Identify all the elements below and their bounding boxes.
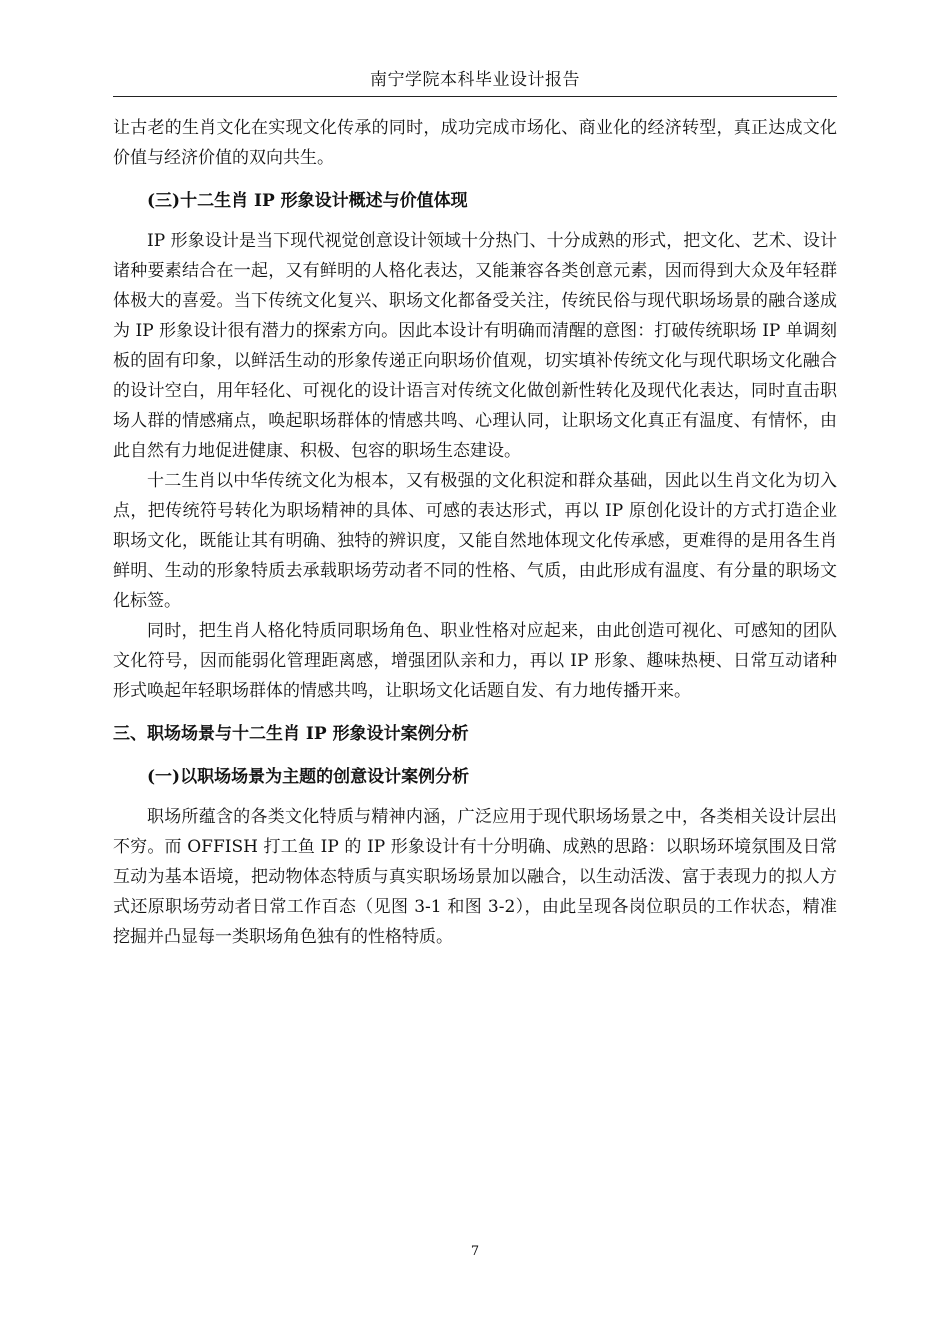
header-rule: [113, 96, 837, 97]
section-heading-1: (一)以职场场景为主题的创意设计案例分析: [147, 767, 470, 787]
paragraph-offish-case: 职场所蕴含的各类文化特质与精神内涵，广泛应用于现代职场场景之中，各类相关设计层出不穷。而 OFFISH 打工鱼 IP 的 IP 形象设计有十分明确、成熟的思路：以职场环境氛围及日常互动为基本语境，把动物体态特质与真实职场场景加以融合，以生动活泼、富于表现力的拟人方式还原职场劳动者日常工作百态（见图 3-1 和图 3-2），由此呈现各岗位职员的工作状态，精准挖掘并凸显每一类职场角色独有的性格特质。: [113, 807, 837, 947]
page-number: 7: [470, 1244, 480, 1259]
section-heading-3-3: (三)十二生肖 IP 形象设计概述与价值体现: [147, 191, 468, 211]
body-text: [113, 113, 837, 952]
running-header: 南宁学院本科毕业设计报告: [370, 70, 580, 90]
chapter-heading-3: 三、职场场景与十二生肖 IP 形象设计案例分析: [113, 724, 469, 744]
paragraph-ip-design-overview: IP 形象设计是当下现代视觉创意设计领域十分热门、十分成熟的形式，把文化、艺术、设计诸种要素结合在一起，又有鲜明的人格化表达，又能兼容各类创意元素，因而得到大众及年轻群体极大的喜爱。当下传统文化复兴、职场文化都备受关注，传统民俗与现代职场场景的融合遂成为 IP 形象设计很有潜力的探索方向。因此本设计有明确而清醒的意图：打破传统职场 IP 单调刻板的固有印象，以鲜活生动的形象传递正向职场价值观，切实填补传统文化与现代职场文化融合的设计空白，用年轻化、可视化的设计语言对传统文化做创新性转化及现代化表达，同时直击职场人群的情感痛点，唤起职场群体的情感共鸣、心理认同，让职场文化真正有温度、有情怀，由此自然有力地促进健康、积极、包容的职场生态建设。: [113, 231, 837, 461]
paragraph-zodiac-culture: 十二生肖以中华传统文化为根本，又有极强的文化积淀和群众基础，因此以生肖文化为切入点，把传统符号转化为职场精神的具体、可感的表达形式，再以 IP 原创化设计的方式打造企业职场文化，既能让其有明确、独特的辨识度，又能自然地体现文化传承感，更难得的是用各生肖鲜明、生动的形象特质去承载职场劳动者不同的性格、气质，由此形成有温度、有分量的职场文化标签。: [113, 471, 837, 611]
paragraph-continued: 让古老的生肖文化在实现文化传承的同时，成功完成市场化、商业化的经济转型，真正达成文化价值与经济价值的双向共生。: [113, 118, 837, 168]
paragraph-personification: 同时，把生肖人格化特质同职场角色、职业性格对应起来，由此创造可视化、可感知的团队文化符号，因而能弱化管理距离感，增强团队亲和力，再以 IP 形象、趣味热梗、日常互动诸种形式唤起年轻职场群体的情感共鸣，让职场文化话题自发、有力地传播开来。: [113, 621, 837, 701]
